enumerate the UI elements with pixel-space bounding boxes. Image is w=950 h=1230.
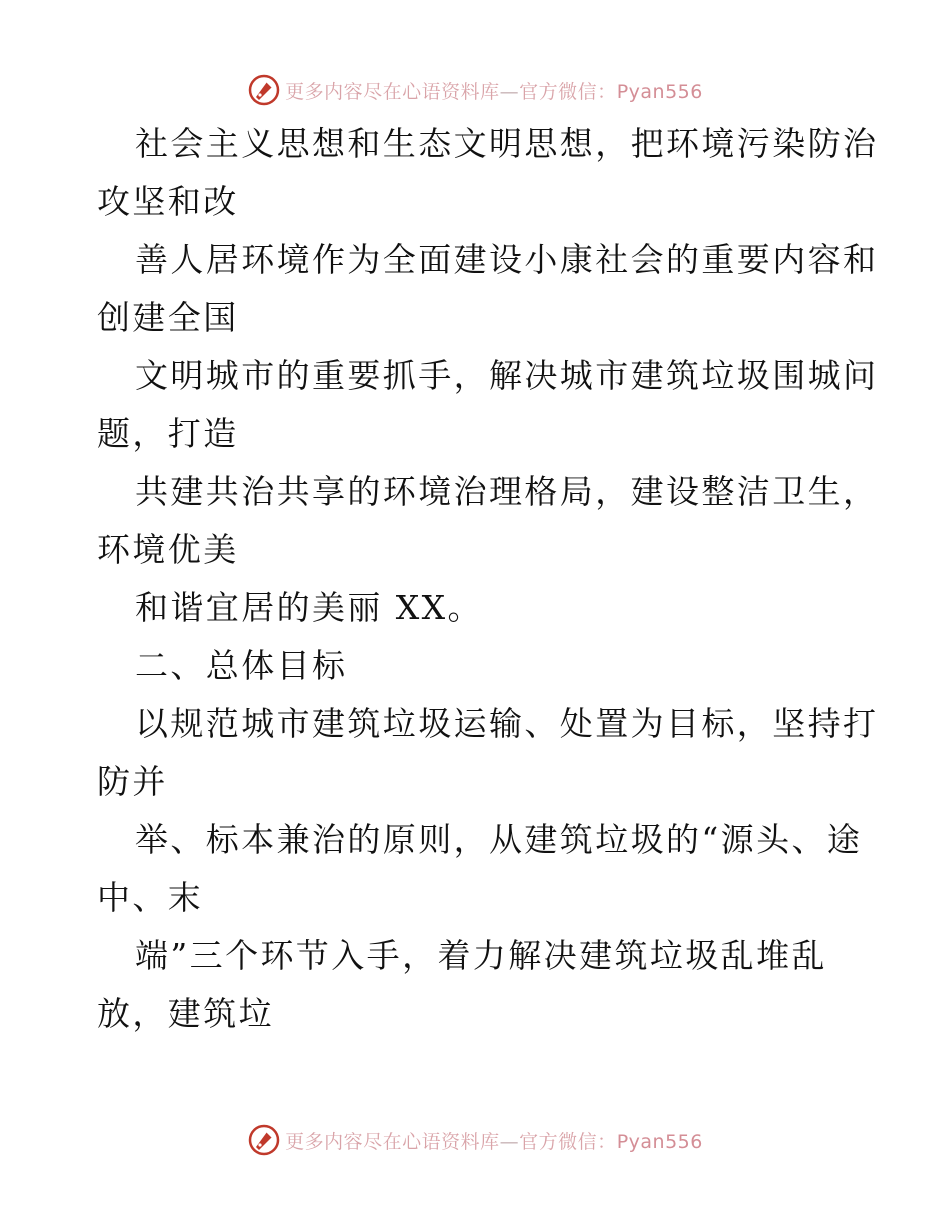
body-line: 文明城市的重要抓手，解决城市建筑垃圾围城问 [135, 356, 879, 395]
header-banner-text [285, 77, 703, 104]
body-line: 举、标本兼治的原则，从建筑垃圾的“源头、途 [135, 820, 863, 859]
header-separator: — [499, 80, 520, 103]
body-line: 和谐宜居的美丽 XX。 [135, 588, 483, 627]
footer-banner-text [285, 1127, 703, 1154]
header-site-text: 更多内容尽在心语资料库 [285, 80, 500, 103]
body-line: 社会主义思想和生态文明思想，把环境污染防治 [135, 124, 879, 163]
body-line: 中、末 [97, 878, 204, 917]
body-line: 防并 [97, 762, 168, 801]
header-contact-label: 官方微信： [519, 80, 617, 103]
header-banner [0, 70, 950, 110]
body-line: 端”三个环节入手，着力解决建筑垃圾乱堆乱 [135, 936, 827, 975]
body-line: 题，打造 [97, 414, 239, 453]
footer-site-text: 更多内容尽在心语资料库 [285, 1130, 500, 1153]
body-line: 以规范城市建筑垃圾运输、处置为目标，坚持打 [135, 704, 879, 743]
body-line: 共建共治共享的环境治理格局，建设整洁卫生， [135, 472, 879, 511]
footer-contact-handle: Pyan556 [616, 1130, 703, 1153]
pen-nib-logo-icon [247, 1123, 281, 1157]
footer-separator: — [499, 1130, 520, 1153]
header-contact-handle: Pyan556 [616, 80, 703, 103]
body-line: 创建全国 [97, 298, 239, 337]
body-line: 善人居环境作为全面建设小康社会的重要内容和 [135, 240, 879, 279]
section-heading: 二、总体目标 [135, 646, 348, 685]
pen-nib-logo-icon [247, 73, 281, 107]
footer-banner [0, 1120, 950, 1160]
footer-contact-label: 官方微信： [519, 1130, 617, 1153]
body-line: 环境优美 [97, 530, 239, 569]
body-line: 攻坚和改 [97, 182, 239, 221]
body-line: 放，建筑垃 [97, 994, 274, 1033]
